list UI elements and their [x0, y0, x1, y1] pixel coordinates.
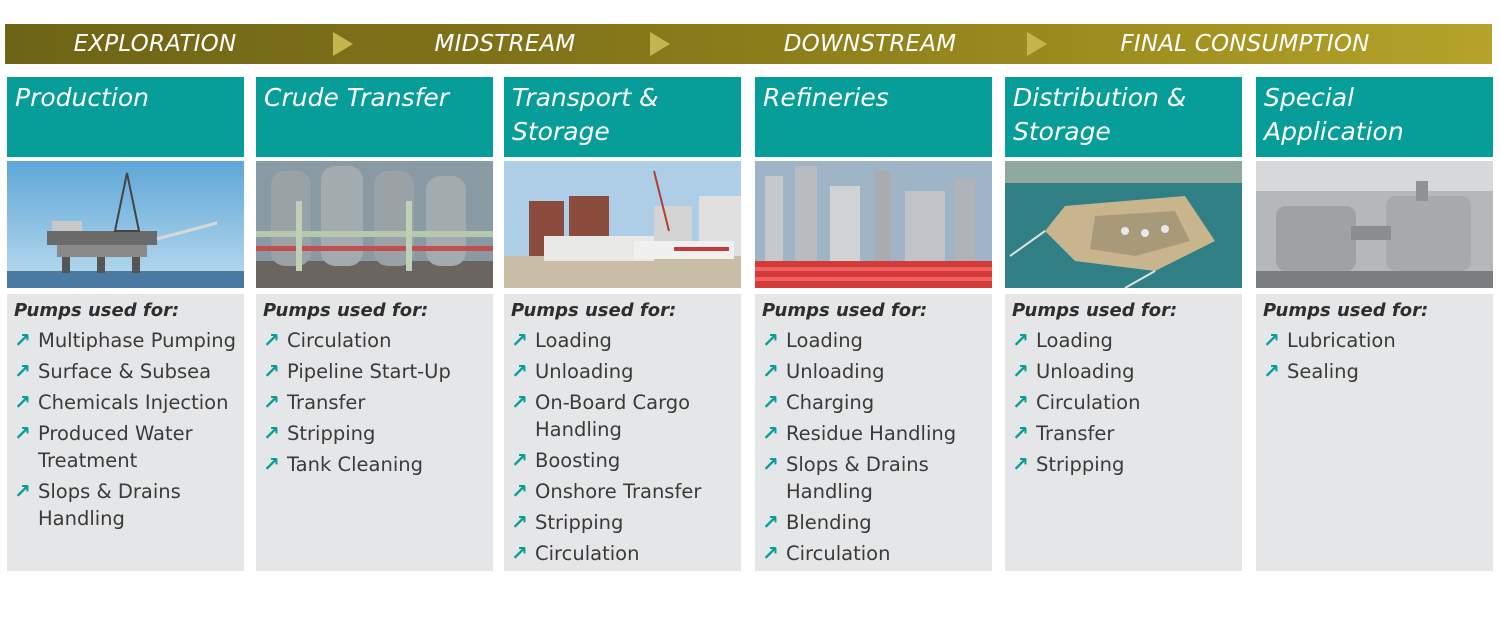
- stage-final-consumption: FINAL CONSUMPTION: [1120, 31, 1370, 57]
- list-item: ↗ Slops & Drains Handling: [14, 479, 181, 530]
- arrow-up-right-icon: ↗: [1012, 421, 1029, 445]
- list-item: ↗ Produced Water Treatment: [14, 421, 193, 472]
- arrow-up-right-icon: ↗: [1012, 452, 1029, 476]
- arrow-up-right-icon: ↗: [511, 510, 528, 534]
- list-item: ↗ Unloading: [1012, 359, 1135, 383]
- arrow-up-right-icon: ↗: [762, 390, 779, 414]
- arrow-up-right-icon: ↗: [762, 510, 779, 534]
- list-item: ↗ Stripping: [263, 421, 376, 445]
- list-item: ↗ Loading: [511, 328, 612, 352]
- industrial-pump-image: [1256, 161, 1493, 288]
- arrow-up-right-icon: ↗: [1012, 390, 1029, 414]
- list-item: ↗ Blending: [762, 510, 872, 534]
- stage-arrow-icon: [1027, 32, 1047, 56]
- column-refineries: [755, 77, 992, 571]
- list-item: ↗ On-Board Cargo Handling: [511, 390, 691, 441]
- storage-tanks-image: [504, 161, 741, 288]
- arrow-up-right-icon: ↗: [762, 421, 779, 445]
- value-chain-banner: [5, 24, 1492, 64]
- list-item: ↗ Boosting: [511, 448, 621, 472]
- list-item: ↗ Stripping: [1012, 452, 1125, 476]
- list-item: ↗ Tank Cleaning: [263, 452, 423, 476]
- pumps-used-panel: [1256, 294, 1493, 571]
- coastal-terminal-image: [1005, 161, 1242, 288]
- crude-transfer-image: [256, 161, 493, 288]
- list-item: ↗ Charging: [762, 390, 875, 414]
- list-item: ↗ Multiphase Pumping: [14, 328, 237, 352]
- list-item: ↗ Loading: [762, 328, 863, 352]
- arrow-up-right-icon: ↗: [1263, 328, 1280, 352]
- pumps-used-heading: Pumps used for:: [511, 300, 677, 321]
- arrow-up-right-icon: ↗: [1263, 359, 1280, 383]
- pumps-used-panel: [7, 294, 244, 571]
- arrow-up-right-icon: ↗: [14, 479, 31, 503]
- arrow-up-right-icon: ↗: [1012, 359, 1029, 383]
- arrow-up-right-icon: ↗: [263, 452, 280, 476]
- pumps-used-heading: Pumps used for:: [1263, 300, 1429, 321]
- list-item: ↗ Pipeline Start-Up: [263, 359, 451, 383]
- list-item: ↗ Loading: [1012, 328, 1113, 352]
- refinery-image: [755, 161, 992, 288]
- list-item: ↗ Circulation: [511, 541, 640, 565]
- arrow-up-right-icon: ↗: [263, 328, 280, 352]
- pumps-used-panel: [1005, 294, 1242, 571]
- column-special-application: [1256, 77, 1493, 571]
- list-item: ↗ Lubrication: [1263, 328, 1396, 352]
- pumps-used-panel: [755, 294, 992, 571]
- arrow-up-right-icon: ↗: [511, 479, 528, 503]
- column-title: Refineries: [755, 77, 992, 157]
- list-item: ↗ Onshore Transfer: [511, 479, 702, 503]
- arrow-up-right-icon: ↗: [14, 328, 31, 352]
- column-distribution-storage: [1005, 77, 1242, 571]
- arrow-up-right-icon: ↗: [511, 390, 528, 414]
- arrow-up-right-icon: ↗: [263, 421, 280, 445]
- list-item: ↗ Unloading: [762, 359, 885, 383]
- list-item: ↗ Slops & Drains Handling: [762, 452, 929, 503]
- list-item: ↗ Stripping: [511, 510, 624, 534]
- list-item: ↗ Residue Handling: [762, 421, 957, 445]
- pumps-used-heading: Pumps used for:: [1012, 300, 1178, 321]
- offshore-platform-image: [7, 161, 244, 288]
- list-item: ↗ Circulation: [762, 541, 891, 565]
- arrow-up-right-icon: ↗: [14, 390, 31, 414]
- arrow-up-right-icon: ↗: [14, 359, 31, 383]
- list-item: ↗ Surface & Subsea: [14, 359, 212, 383]
- arrow-up-right-icon: ↗: [762, 328, 779, 352]
- arrow-up-right-icon: ↗: [762, 359, 779, 383]
- column-crude-transfer: [256, 77, 493, 571]
- arrow-up-right-icon: ↗: [263, 390, 280, 414]
- pumps-used-heading: Pumps used for:: [14, 300, 180, 321]
- column-title: Special Application: [1256, 77, 1493, 157]
- arrow-up-right-icon: ↗: [762, 541, 779, 565]
- pumps-used-panel: [256, 294, 493, 571]
- list-item: ↗ Transfer: [1012, 421, 1115, 445]
- list-item: ↗ Sealing: [1263, 359, 1359, 383]
- arrow-up-right-icon: ↗: [263, 359, 280, 383]
- list-item: ↗ Circulation: [263, 328, 392, 352]
- pumps-used-heading: Pumps used for:: [263, 300, 429, 321]
- arrow-up-right-icon: ↗: [1012, 328, 1029, 352]
- stage-exploration: EXPLORATION: [73, 31, 237, 57]
- list-item: ↗ Unloading: [511, 359, 634, 383]
- arrow-up-right-icon: ↗: [14, 421, 31, 445]
- column-title: Distribution & Storage: [1005, 77, 1242, 157]
- list-item: ↗ Chemicals Injection: [14, 390, 229, 414]
- stage-arrow-icon: [650, 32, 670, 56]
- arrow-up-right-icon: ↗: [511, 541, 528, 565]
- column-title: Crude Transfer: [256, 77, 493, 157]
- arrow-up-right-icon: ↗: [511, 359, 528, 383]
- stage-arrow-icon: [333, 32, 353, 56]
- stage-midstream: MIDSTREAM: [434, 31, 576, 57]
- arrow-up-right-icon: ↗: [511, 448, 528, 472]
- column-production: [7, 77, 244, 571]
- list-item: ↗ Transfer: [263, 390, 366, 414]
- column-title: Transport & Storage: [504, 77, 741, 157]
- pumps-used-heading: Pumps used for:: [762, 300, 928, 321]
- column-transport-storage: [504, 77, 741, 571]
- column-title: Production: [7, 77, 244, 157]
- list-item: ↗ Circulation: [1012, 390, 1141, 414]
- stage-downstream: DOWNSTREAM: [783, 31, 957, 57]
- pumps-used-panel: [504, 294, 741, 571]
- arrow-up-right-icon: ↗: [511, 328, 528, 352]
- arrow-up-right-icon: ↗: [762, 452, 779, 476]
